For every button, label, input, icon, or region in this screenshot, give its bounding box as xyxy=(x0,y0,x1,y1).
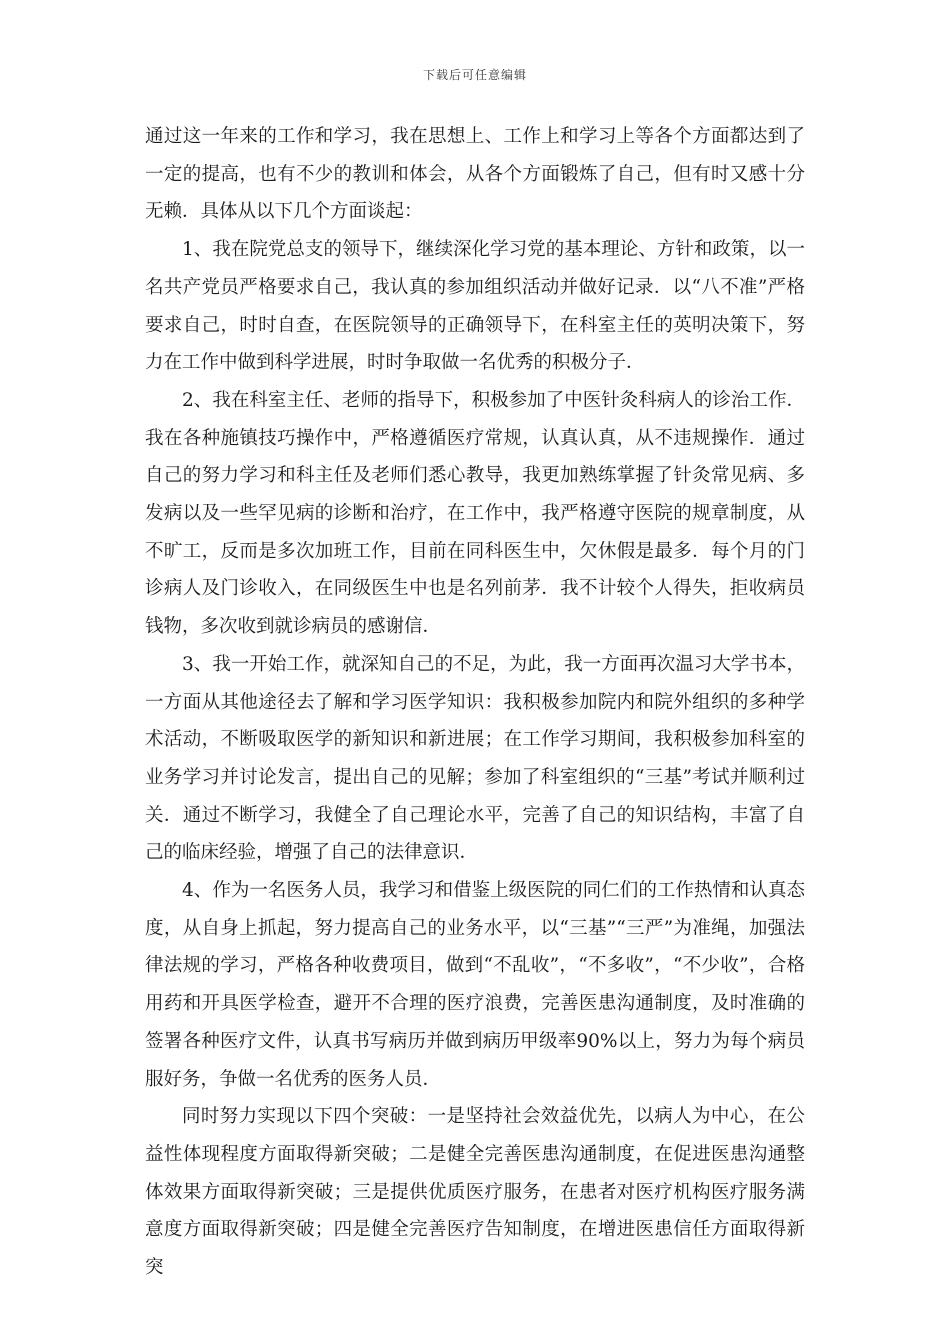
paragraph-point-2: 2、我在科室主任、老师的指导下，积极参加了中医针灸科病人的诊治工作．我在各种施镇技巧操作中，严格遵循医疗常规，认真认真，从不违规操作．通过自己的努力学习和科主任及老师们悉心教导，我更加熟练掌握了针灸常见病、多发病以及一些罕见病的诊断和治疗，在工作中，我严格遵守医院的规章制度，从不旷工，反而是多次加班工作，目前在同科医生中，欠休假是最多．每个月的门诊病人及门诊收入，在同级医生中也是名列前茅．我不计较个人得失，拒收病员钱物，多次收到就诊病员的感谢信． xyxy=(145,389,805,638)
page-header: 下载后可任意编辑 xyxy=(422,68,527,82)
paragraph-breakthroughs: 同时努力实现以下四个突破：一是坚持社会效益优先，以病人为中心，在公益性体现程度方面取得新突破；二是健全完善医患沟通制度，在促进医患沟通整体效果方面取得新突破；三是提供优质医疗服务，在患者对医疗机构医疗服务满意度方面取得新突破；四是健全完善医疗告知制度，在增进医患信任方面取得新突 xyxy=(145,1106,805,1279)
paragraph-point-4: 4、作为一名医务人员，我学习和借鉴上级医院的同仁们的工作热情和认真态度，从自身上抓起，努力提高自己的业务水平，以“三基”“三严”为准绳，加强法律法规的学习，严格各种收费项目，做到“不乱收”，“不多收”，“不少收”，合格用药和开具医学检查，避开不合理的医疗浪费，完善医患沟通制度，及时准确的签署各种医疗文件，认真书写病历并做到病历甲级率90%以上，努力为每个病员服好务，争做一名优秀的医务人员． xyxy=(145,880,805,1090)
document-body xyxy=(145,118,805,1287)
paragraph-point-1: 1、我在院党总支的领导下，继续深化学习党的基本理论、方针和政策，以一名共产党员严格要求自己，我认真的参加组织活动并做好记录．以“八不准”严格要求自己，时时自查，在医院领导的正确领导下，在科室主任的英明决策下，努力在工作中做到科学进展，时时争取做一名优秀的积极分子． xyxy=(145,239,805,374)
paragraph-intro: 通过这一年来的工作和学习，我在思想上、工作上和学习上等各个方面都达到了一定的提高，也有不少的教训和体会，从各个方面锻炼了自己，但有时又感十分无赖．具体从以下几个方面谈起： xyxy=(145,126,805,223)
paragraph-point-3: 3、我一开始工作，就深知自己的不足，为此，我一方面再次温习大学书本，一方面从其他途径去了解和学习医学知识：我积极参加院内和院外组织的多种学术活动，不断吸取医学的新知识和新进展；在工作学习期间，我积极参加科室的业务学习并讨论发言，提出自己的见解；参加了科室组织的“三基”考试并顺利过关．通过不断学习，我健全了自己理论水平，完善了自己的知识结构，丰富了自己的临床经验，增强了自己的法律意识． xyxy=(145,653,805,864)
